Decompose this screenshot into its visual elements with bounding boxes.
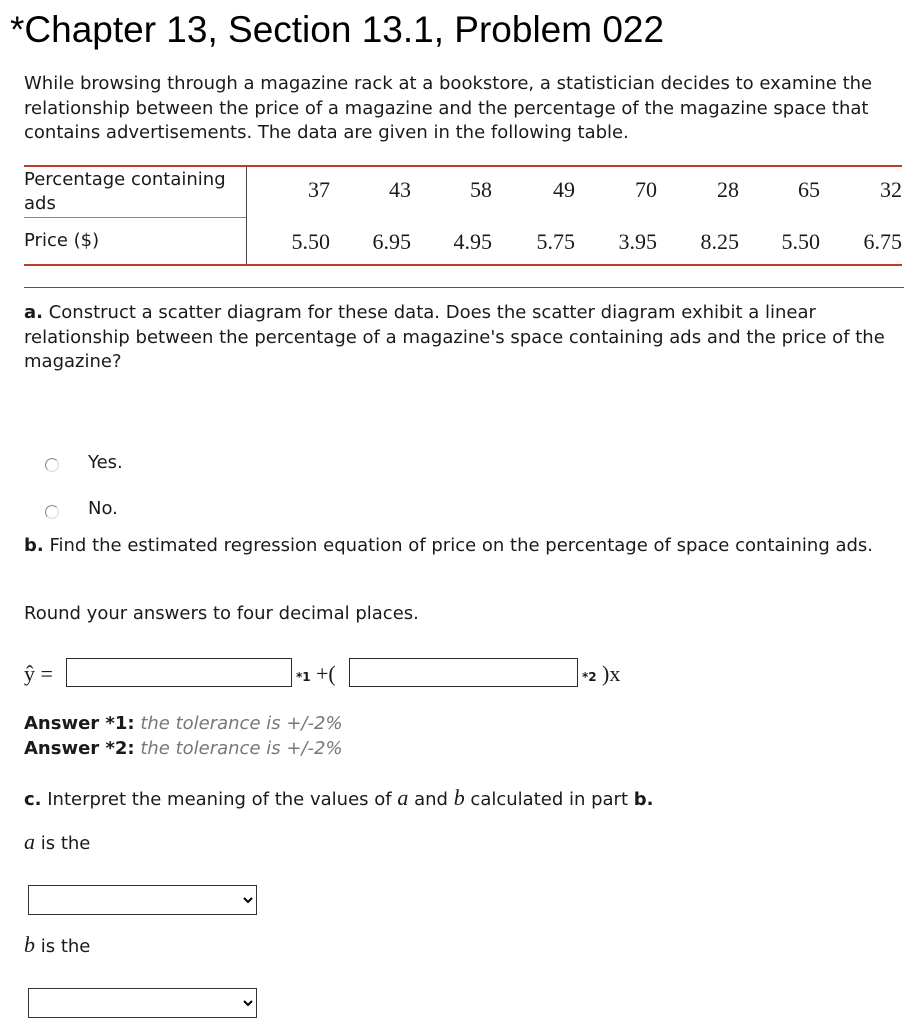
- table-cell-percentage: 28: [717, 177, 739, 202]
- close-paren-x: )x: [602, 661, 621, 686]
- table-cell-percentage: 49: [553, 177, 575, 202]
- table-cell-percentage: 58: [470, 177, 492, 202]
- table-cell-price: 6.75: [863, 229, 902, 254]
- table-cell-price: 5.75: [536, 229, 575, 254]
- plus-paren: +(: [316, 661, 336, 686]
- part-c-question: c. Interpret the meaning of the values of a and b calculated in part b.: [24, 785, 654, 810]
- rounding-note: Round your answers to four decimal places.: [24, 603, 419, 624]
- radio-no[interactable]: [45, 505, 59, 519]
- b-interpretation-dropdown[interactable]: [28, 988, 257, 1018]
- table-row-rule: [24, 217, 246, 218]
- page-title: *Chapter 13, Section 13.1, Problem 022: [10, 9, 665, 50]
- table-cell-percentage: 70: [635, 177, 657, 202]
- row-label-percentage: Percentage containing ads: [24, 169, 226, 214]
- table-bottom-rule: [24, 264, 902, 266]
- part-a-question: a. Construct a scatter diagram for these data. Does the scatter diagram exhibit a linear relationship between the percentage of a magazine's space containing ads and the price of the magazine?: [24, 302, 885, 372]
- a-interpretation-label: a is the: [24, 829, 91, 854]
- section-divider: [24, 287, 904, 288]
- table-cell-percentage: 32: [880, 177, 902, 202]
- intro-text: While browsing through a magazine rack at a bookstore, a statistician decides to examine the relationship between the price of a magazine and the percentage of the magazine space that contains advertisements. The data are given in the following table.: [24, 73, 873, 143]
- option-no-label: No.: [88, 498, 118, 519]
- radio-yes[interactable]: [45, 458, 59, 472]
- slope-input[interactable]: [349, 658, 578, 687]
- answer-1-tolerance: Answer *1: the tolerance is +/-2%: [24, 713, 343, 734]
- table-divider: [246, 167, 247, 264]
- table-cell-price: 8.25: [700, 229, 739, 254]
- part-b-question: b. Find the estimated regression equation of price on the percentage of space containing ads.: [24, 535, 874, 556]
- table-top-rule: [24, 165, 902, 167]
- table-cell-price: 4.95: [453, 229, 492, 254]
- star-1-marker: *1: [296, 670, 311, 684]
- table-cell-price: 5.50: [291, 229, 330, 254]
- y-hat-label: ŷ =: [24, 661, 53, 686]
- table-cell-percentage: 43: [389, 177, 411, 202]
- star-2-marker: *2: [582, 670, 597, 684]
- table-cell-price: 6.95: [372, 229, 411, 254]
- table-cell-percentage: 65: [798, 177, 820, 202]
- b-interpretation-label: b is the: [24, 932, 91, 957]
- table-cell-price: 3.95: [618, 229, 657, 254]
- table-cell-percentage: 37: [308, 177, 330, 202]
- intercept-input[interactable]: [66, 658, 292, 687]
- a-interpretation-dropdown[interactable]: [28, 885, 257, 915]
- option-yes-label: Yes.: [88, 452, 123, 473]
- answer-2-tolerance: Answer *2: the tolerance is +/-2%: [24, 738, 343, 759]
- row-label-price: Price ($): [24, 230, 100, 251]
- table-cell-price: 5.50: [781, 229, 820, 254]
